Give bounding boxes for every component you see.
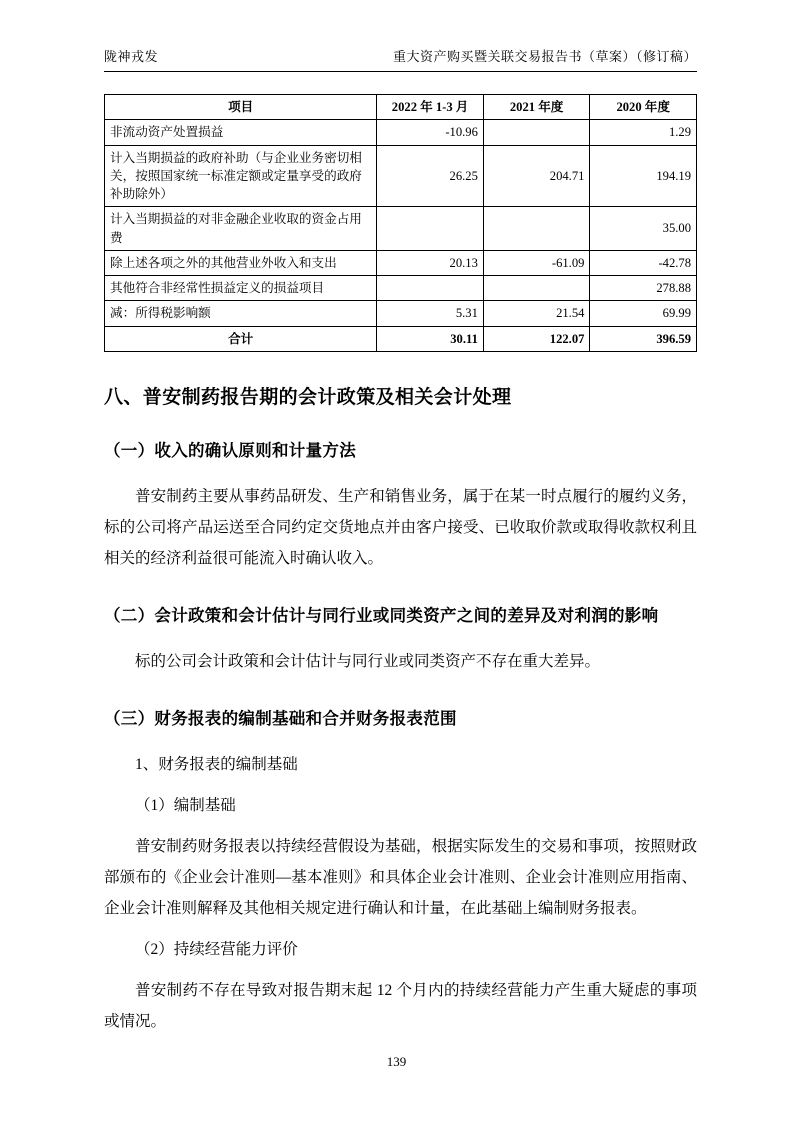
row-value-2020: 1.29 (590, 120, 697, 145)
column-header-2020: 2020 年度 (590, 95, 697, 120)
paragraph-accounting-policy-difference: 标的公司会计政策和会计估计与同行业或同类资产不存在重大差异。 (135, 653, 601, 671)
row-label: 减：所得税影响额 (105, 301, 377, 326)
table-row (105, 301, 697, 326)
row-value-2021 (483, 276, 590, 301)
table-row (105, 276, 697, 301)
row-value-2021: 21.54 (483, 301, 590, 326)
paragraph-revenue-recognition: 普安制药主要从事药品研发、生产和销售业务，属于在某一时点履行的履约义务，标的公司将产品运送至合同约定交货地点并由客户接受、已收取价款或取得收款权利且相关的经济利益很可能流入时确认收入。 (104, 487, 697, 567)
header-divider (104, 71, 697, 72)
total-value-2020: 396.59 (590, 326, 697, 351)
paragraph-going-concern-body: 普安制药不存在导致对报告期末起 12 个月内的持续经营能力产生重大疑虑的事项或情况。 (104, 982, 697, 1031)
non-recurring-gain-loss-table (104, 94, 697, 352)
column-header-2022q1: 2022 年 1-3 月 (377, 95, 484, 120)
subsection-heading-8-1: （一）收入的确认原则和计量方法 (104, 440, 356, 460)
row-value-2020: 278.88 (590, 276, 697, 301)
row-value-2020: 194.19 (590, 145, 697, 207)
total-value-2022q1: 30.11 (377, 326, 484, 351)
table-row (105, 250, 697, 275)
paragraph-preparation-basis-title: （1）编制基础 (135, 797, 236, 815)
paragraph-statement-basis-title: 1、财务报表的编制基础 (135, 756, 298, 774)
row-value-2020: 69.99 (590, 301, 697, 326)
column-header-2021: 2021 年度 (483, 95, 590, 120)
row-label: 计入当期损益的对非金融企业收取的资金占用费 (105, 207, 377, 251)
total-label: 合计 (105, 326, 377, 351)
row-value-2021: 204.71 (483, 145, 590, 207)
subsection-heading-8-2: （二）会计政策和会计估计与同行业或同类资产之间的差异及对利润的影响 (104, 605, 659, 625)
table-row (105, 145, 697, 207)
page-header (104, 46, 697, 71)
row-value-2021 (483, 207, 590, 251)
row-value-2021: -61.09 (483, 250, 590, 275)
row-value-2022q1: 5.31 (377, 301, 484, 326)
header-company-name: 陇神戎发 (104, 49, 159, 64)
row-label: 计入当期损益的政府补助（与企业业务密切相关，按照国家统一标准定额或定量享受的政府补助除外） (105, 145, 377, 207)
row-value-2022q1: 20.13 (377, 250, 484, 275)
column-header-item: 项目 (105, 95, 377, 120)
paragraph-going-concern-title: （2）持续经营能力评价 (135, 941, 298, 959)
row-label: 非流动资产处置损益 (105, 120, 377, 145)
header-document-title: 重大资产购买暨关联交易报告书（草案）（修订稿） (392, 49, 697, 64)
subsection-heading-8-3: （三）财务报表的编制基础和合并财务报表范围 (104, 709, 457, 729)
row-value-2022q1 (377, 207, 484, 251)
table-row (105, 120, 697, 145)
row-value-2022q1: 26.25 (377, 145, 484, 207)
section-heading-8: 八、普安制药报告期的会计政策及相关会计处理 (104, 385, 512, 408)
row-value-2021 (483, 120, 590, 145)
table-header-row (105, 95, 697, 120)
row-label: 除上述各项之外的其他营业外收入和支出 (105, 250, 377, 275)
table-row (105, 207, 697, 251)
row-value-2022q1: -10.96 (377, 120, 484, 145)
row-value-2022q1 (377, 276, 484, 301)
table-total-row (105, 326, 697, 351)
page-number: 139 (386, 1054, 407, 1069)
total-value-2021: 122.07 (483, 326, 590, 351)
row-label: 其他符合非经常性损益定义的损益项目 (105, 276, 377, 301)
row-value-2020: 35.00 (590, 207, 697, 251)
row-value-2020: -42.78 (590, 250, 697, 275)
paragraph-preparation-basis-body: 普安制药财务报表以持续经营假设为基础，根据实际发生的交易和事项，按照财政部颁布的《企业会计准则—基本准则》和具体企业会计准则、企业会计准则应用指南、企业会计准则解释及其他相关规定进行确认和计量，在此基础上编制财务报表。 (104, 838, 697, 918)
